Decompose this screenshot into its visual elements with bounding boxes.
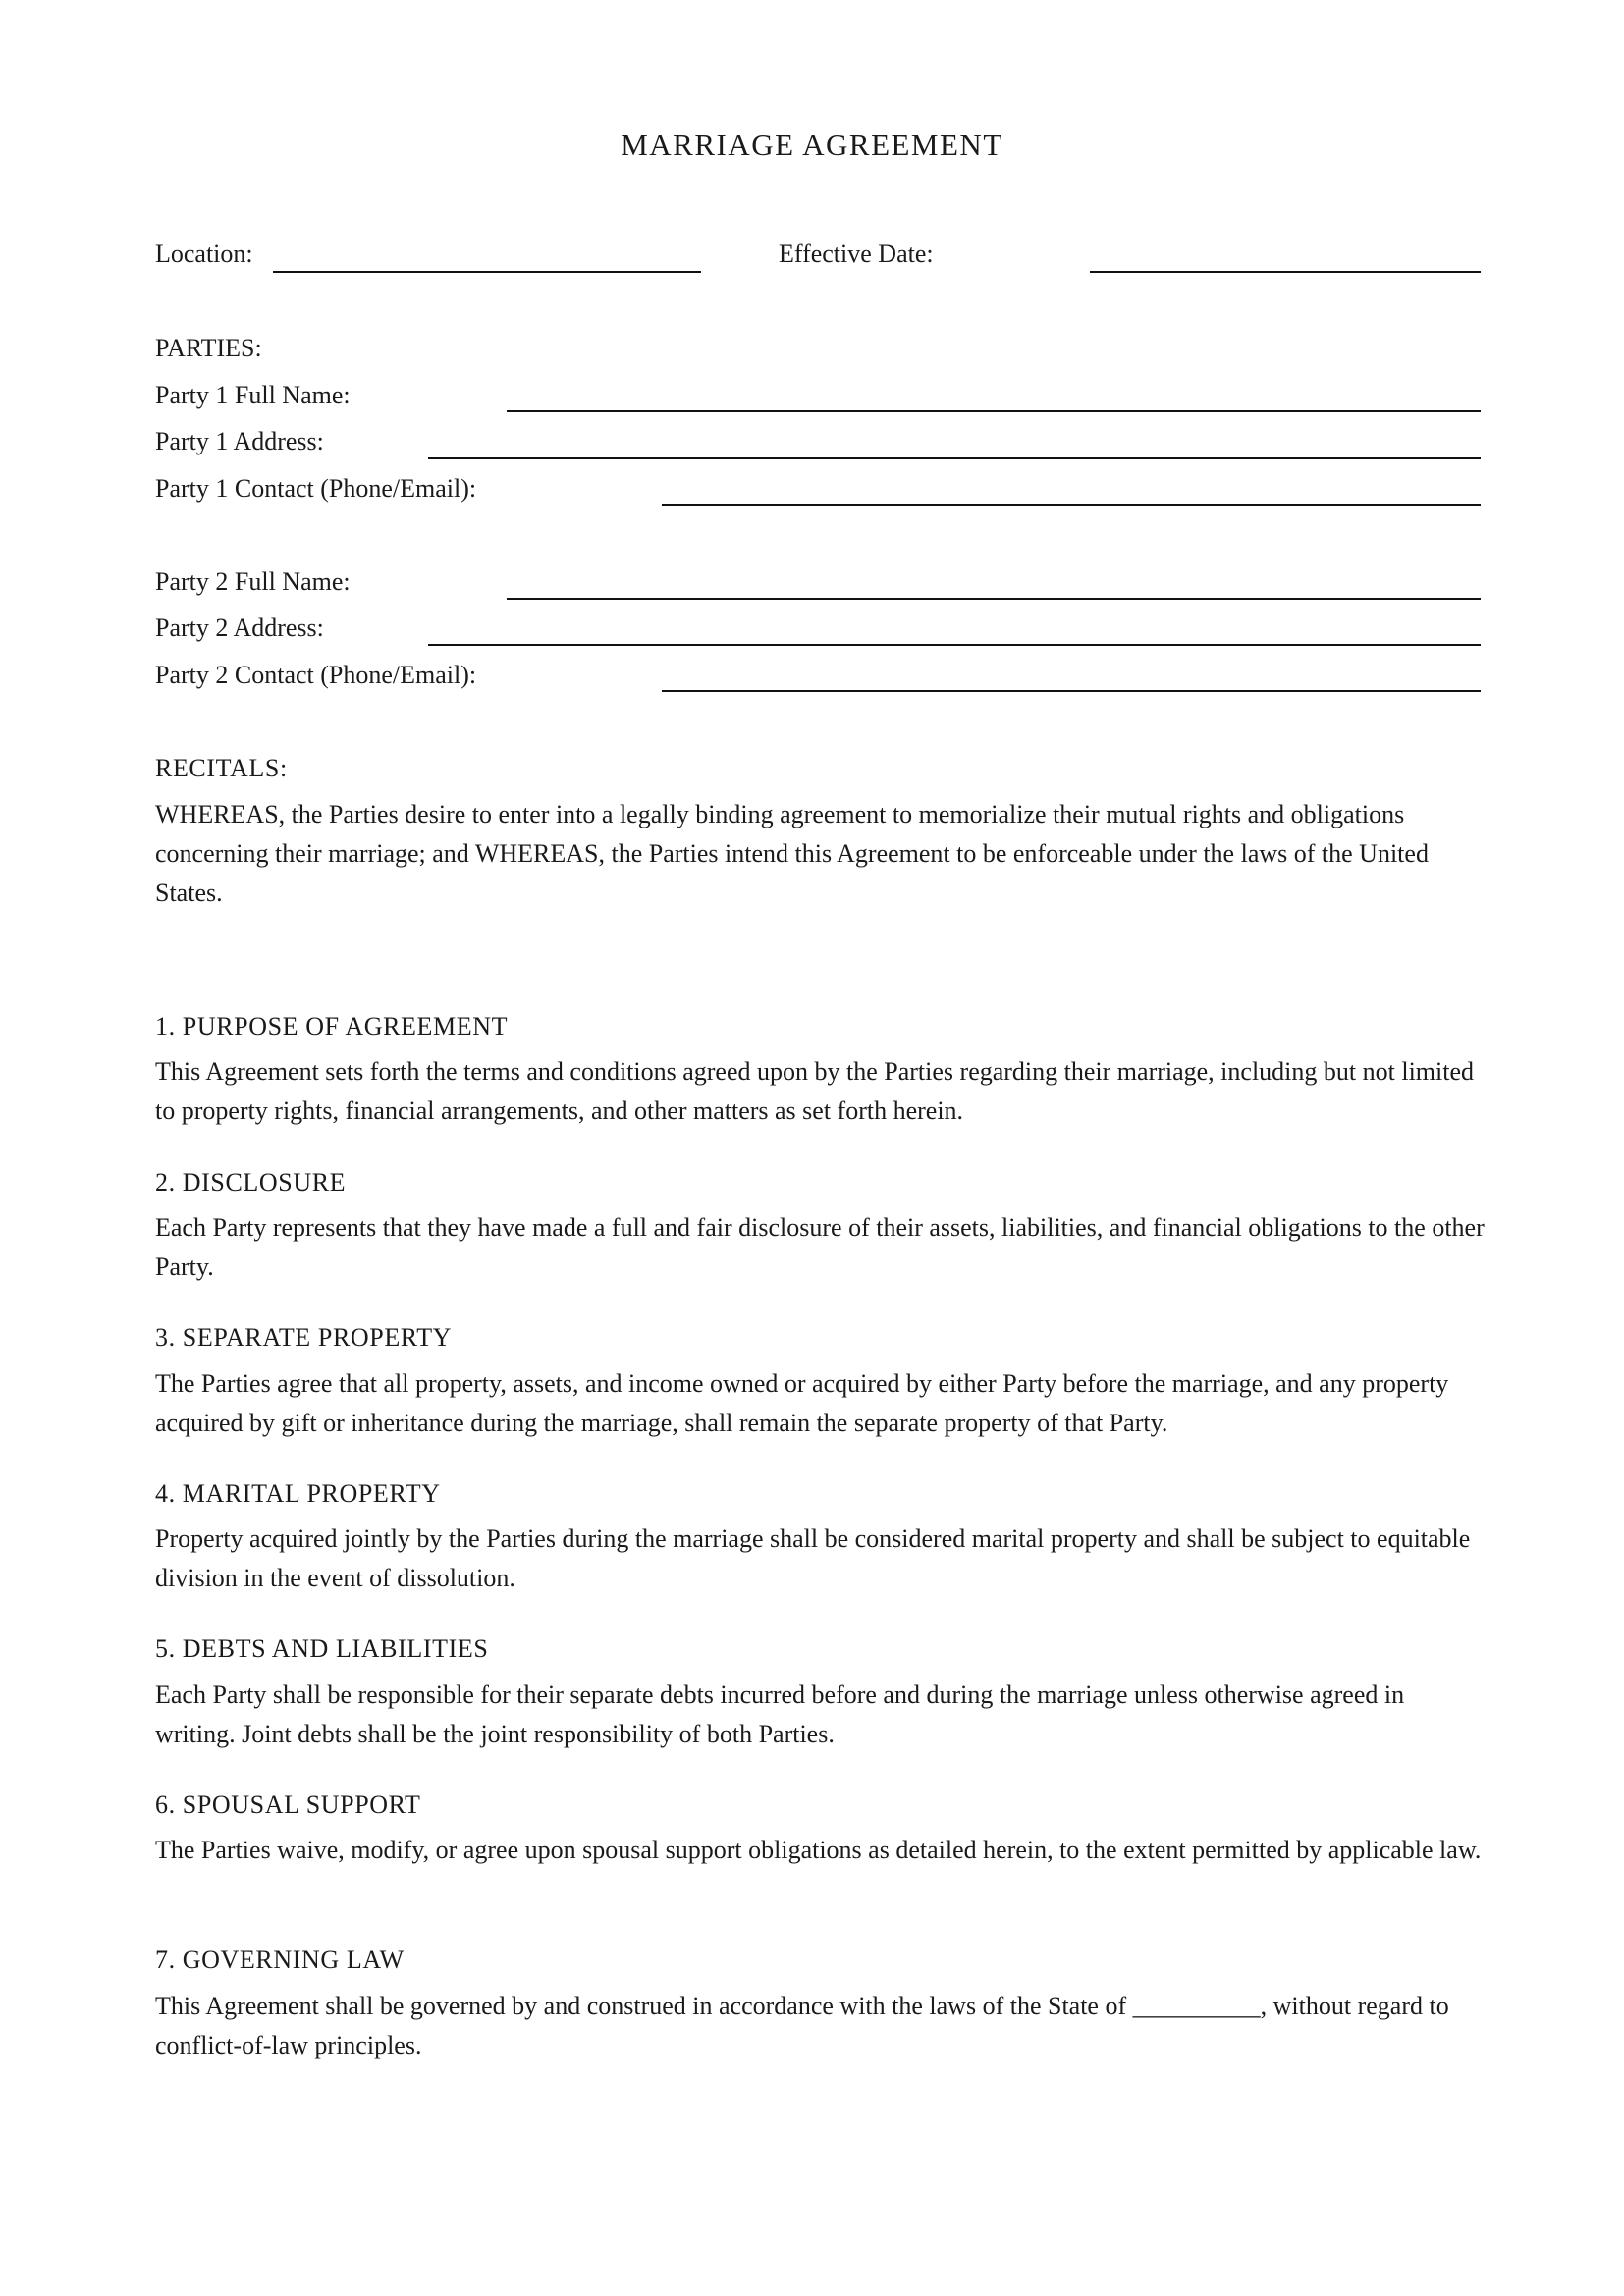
section-heading-marital-property: 4. MARITAL PROPERTY xyxy=(155,1479,441,1508)
party2-name-field[interactable] xyxy=(507,598,1481,600)
document-title: MARRIAGE AGREEMENT xyxy=(621,128,1003,162)
party1-name-field[interactable] xyxy=(507,410,1481,412)
party1-name-label: Party 1 Full Name: xyxy=(155,381,351,409)
section-text-separate-property: The Parties agree that all property, assets, and income owned or acquired by either Party before the marriage, and any property acquired by gift or inheritance during the marriage, shall remain the separate property of that Party. xyxy=(155,1369,1449,1437)
section-heading-separate-property: 3. SEPARATE PROPERTY xyxy=(155,1323,453,1352)
section-heading-debts: 5. DEBTS AND LIABILITIES xyxy=(155,1634,489,1663)
section-text-governing-law: This Agreement shall be governed by and construed in accordance with the laws of the State of __________, without regard to conflict-of-law principles. xyxy=(155,1992,1449,2059)
location-field[interactable] xyxy=(273,271,701,273)
party1-contact-field[interactable] xyxy=(662,504,1481,506)
effective-date-field[interactable] xyxy=(1090,271,1481,273)
parties-heading: PARTIES: xyxy=(155,334,262,362)
section-text-marital-property: Property acquired jointly by the Parties during the marriage shall be considered marital property and shall be subject to equitable division in the event of dissolution. xyxy=(155,1524,1471,1592)
section-text-spousal-support: The Parties waive, modify, or agree upon spousal support obligations as detailed herein, to the extent permitted by applicable law. xyxy=(155,1836,1482,1864)
section-heading-spousal-support: 6. SPOUSAL SUPPORT xyxy=(155,1790,421,1819)
section-text-disclosure: Each Party represents that they have made a full and fair disclosure of their assets, liabilities, and financial obligations to the other Party. xyxy=(155,1213,1485,1281)
section-heading-purpose: 1. PURPOSE OF AGREEMENT xyxy=(155,1012,509,1041)
effective-date-label: Effective Date: xyxy=(779,240,934,268)
recitals-text: WHEREAS, the Parties desire to enter into a legally binding agreement to memorialize their mutual rights and obligations concerning their marriage; and WHEREAS, the Parties intend this Agreement to be enforceable under the laws of the United States. xyxy=(155,800,1429,907)
section-text-purpose: This Agreement sets forth the terms and conditions agreed upon by the Parties regarding their marriage, including but not limited to property rights, financial arrangements, and other matters as set forth herein. xyxy=(155,1057,1474,1125)
section-heading-disclosure: 2. DISCLOSURE xyxy=(155,1168,347,1197)
party1-address-field[interactable] xyxy=(428,457,1481,459)
party2-address-label: Party 2 Address: xyxy=(155,614,324,642)
party1-contact-label: Party 1 Contact (Phone/Email): xyxy=(155,474,477,503)
location-label: Location: xyxy=(155,240,253,268)
party2-contact-field[interactable] xyxy=(662,690,1481,692)
party2-name-label: Party 2 Full Name: xyxy=(155,567,351,596)
section-text-debts: Each Party shall be responsible for their separate debts incurred before and during the marriage unless otherwise agreed in writing. Joint debts shall be the joint responsibility of both Parties. xyxy=(155,1681,1405,1748)
party2-address-field[interactable] xyxy=(428,644,1481,646)
party2-contact-label: Party 2 Contact (Phone/Email): xyxy=(155,661,477,689)
section-heading-governing-law: 7. GOVERNING LAW xyxy=(155,1946,405,1974)
party1-address-label: Party 1 Address: xyxy=(155,427,324,455)
recitals-heading: RECITALS: xyxy=(155,754,288,782)
